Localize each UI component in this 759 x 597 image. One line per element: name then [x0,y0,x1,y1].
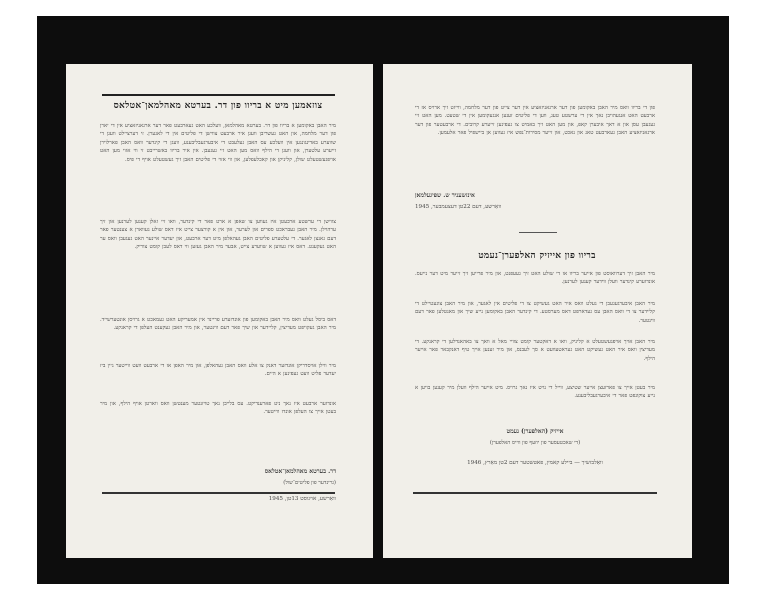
left-page-title: צוזאמען מיט א בריוו פון דר. בערטא מאהלמאן־אטלאס [113,101,323,111]
left-paragraph-1: מיר האבן באקומען א בריוו פון דר. בערטא מאהלמאן, וועלכע האט געארבעט פאר דער ארגאניזאציע אין די יארן פון דער מלחמה, און האט געשריבן וועגן איר ארבעט צווישן די פליטים אין די לאגערן. זי דערציילט וועגן די שווערע באדינגונגען אין וועלכע עס האבן געלעבט די איבערגעבליבענע, וועגן די קינדער וואס האבן פארלוירן זייערע עלטערן, און וועגן די הילף וואס מען האט זיי געגעבן. אין איר בריוו באשרייבט זי ווי אזוי מען האט אויפגעשטעלט שולן, קליניקן און קאכלעפלען, און ווי אזוי די פליטים האבן זיך געשטעלט אויף די פיס. [100,123,336,163]
left-bottom-rule [102,492,335,494]
left-page [66,64,373,558]
left-signature-subtitle: (גרינדער פון פליטים־שול) [283,480,336,486]
left-paragraph-3: דאס ביסל געלט וואס מיר האבן באקומען פון אונדזערע פריינד אין אמעריקע האט געמאכט א גרויסן אונטערשייד. מיר האבן געקויפט מעדיצין, קליידער און שיך פאר דעם ווינטער, און מיר האבן געקענט העלפן די קראנקע. [100,317,336,332]
right-bottom-date: וואַלבזשיך — ביילע קאמין, פאטשטער דעם 2טן מאַרץ, 1946 [467,460,603,466]
right-signer: אייזיק (האלפערן) נעמט [506,428,564,435]
right-paragraph-1: מיר האבן זיך דערוואוסט פון אייער בריוו אז די שולע האט זיך געעפנט, און מיר פרייען זיך זייער מיט דער נייעס. אונדזערע קינדער וועלן ווידער קענען לערנען. [415,271,655,286]
left-paragraph-4: מיר ווילן אויסדריקן אונדזער דאנק צו אלע וואס האבן געהאלפן, און מיר האפן אז די ארבעט וועט ווייטער גיין ביז יעדער פליט וועט געפינען א היים. [100,363,336,378]
right-page-title: בריוו פון אייזיק האלפערן־נעמט [478,251,596,261]
right-top-paragraph: פון די בריוו וואס מיר האבן באקומען פון דער ארגאניזאציע אין דער צייט פון דער מלחמה, ווייזט זיך ארויס אז די ארבעט האט אנגעהויבן נאך אין די ערשטע טעג, ווען די פליטים זענען אנגעקומען אין די שטעט. מען האט זיי געגעבן עסן און א דאך איבערן קאפ, און מען האט זיך באמיט צו געפינען זייערע קרובים. די ארבעטער פון דער ארגאניזאציע האבן געארבעט טאג און נאכט, און זייער מסירות־נפש איז געווען אן ביישפיל פאר אלעמען. [415,105,655,137]
right-top-signature: אינזשעניר ש. שפיגעלמאן [415,192,475,199]
left-date: וואַרשע, אויגוסט 13טן, 1945 [268,496,336,502]
right-top-date: וואַרשע, דעם 22טן דעצעמבער, 1945 [415,204,502,210]
right-paragraph-2: מיר האבן איבערגעגעבן די געלט וואס איר האט געשיקט צו די פליטים אין לאגער, און מיר האבן צוגעטיילט די קליידער צו די וואס האבן עס געדארפט דאס מערסטע. די קינדער האבן באקומען נייע שיך און מאנטלען פאר דעם ווינטער. [415,301,655,324]
left-paragraph-5: אונדזער ארבעט איז נאך ניט פארענדיקט. עס בלייבן נאך טויזנטער מענטשן וואס ווארטן אויף הילף, און מיר בעטן אייך צו העלפן אונדז ווייטער. [100,401,336,416]
left-paragraph-2: צווישן די ערשטע ארבעטן איז געווען צו שאפן א ארט פאר די קינדער, וואו זיי זאלן קענען לערנען און זיך ערהוילן. מיר האבן געבראכט ספרים און לערער, און אין א קורצער צייט איז דאס שולע געווארן א צענטער פאר דעם גאנצן לאגער. די עלטערע פליטים האבן געהאלפן מיט דער ארבעט, און יעדער איינער האט געגעבן וואס ער האט געקענט. דאס איז געווען א שווערע צייט, אבער מיר האבן געזען ווי דאס לעבן קומט צוריק. [100,219,336,251]
right-paragraph-3: מיר האבן אויך אויפגעשטעלט א קליניק, וואו א דאקטער קומט צוויי מאל א וואך צו באהאנדלען די קראנקע. די מעדיצין וואס איר האט געשיקט האט געראטעוועט א סך לעבנס, און מיר זענען אייך טיף דאנקבאר פאר אייער הילף. [415,339,655,362]
right-separator [519,232,557,233]
right-signer-subtitle: (די שאכטעסער פון יוזעף פון ווייס האלפערן) [489,440,581,446]
right-page [383,64,692,558]
left-top-rule [102,94,335,96]
left-signature: דר. בערטא מאהלמאן־אטלאס [264,468,336,475]
right-bottom-rule [413,492,657,494]
right-paragraph-4: מיר בעטן אייך צו פארזעצן אייער שטיצע, ווייל די נויט איז נאך גרויס. מיט אייער הילף וועלן מיר קענען בויען א נייע צוקונפט פאר די איבערגעבליבענע. [415,385,655,400]
